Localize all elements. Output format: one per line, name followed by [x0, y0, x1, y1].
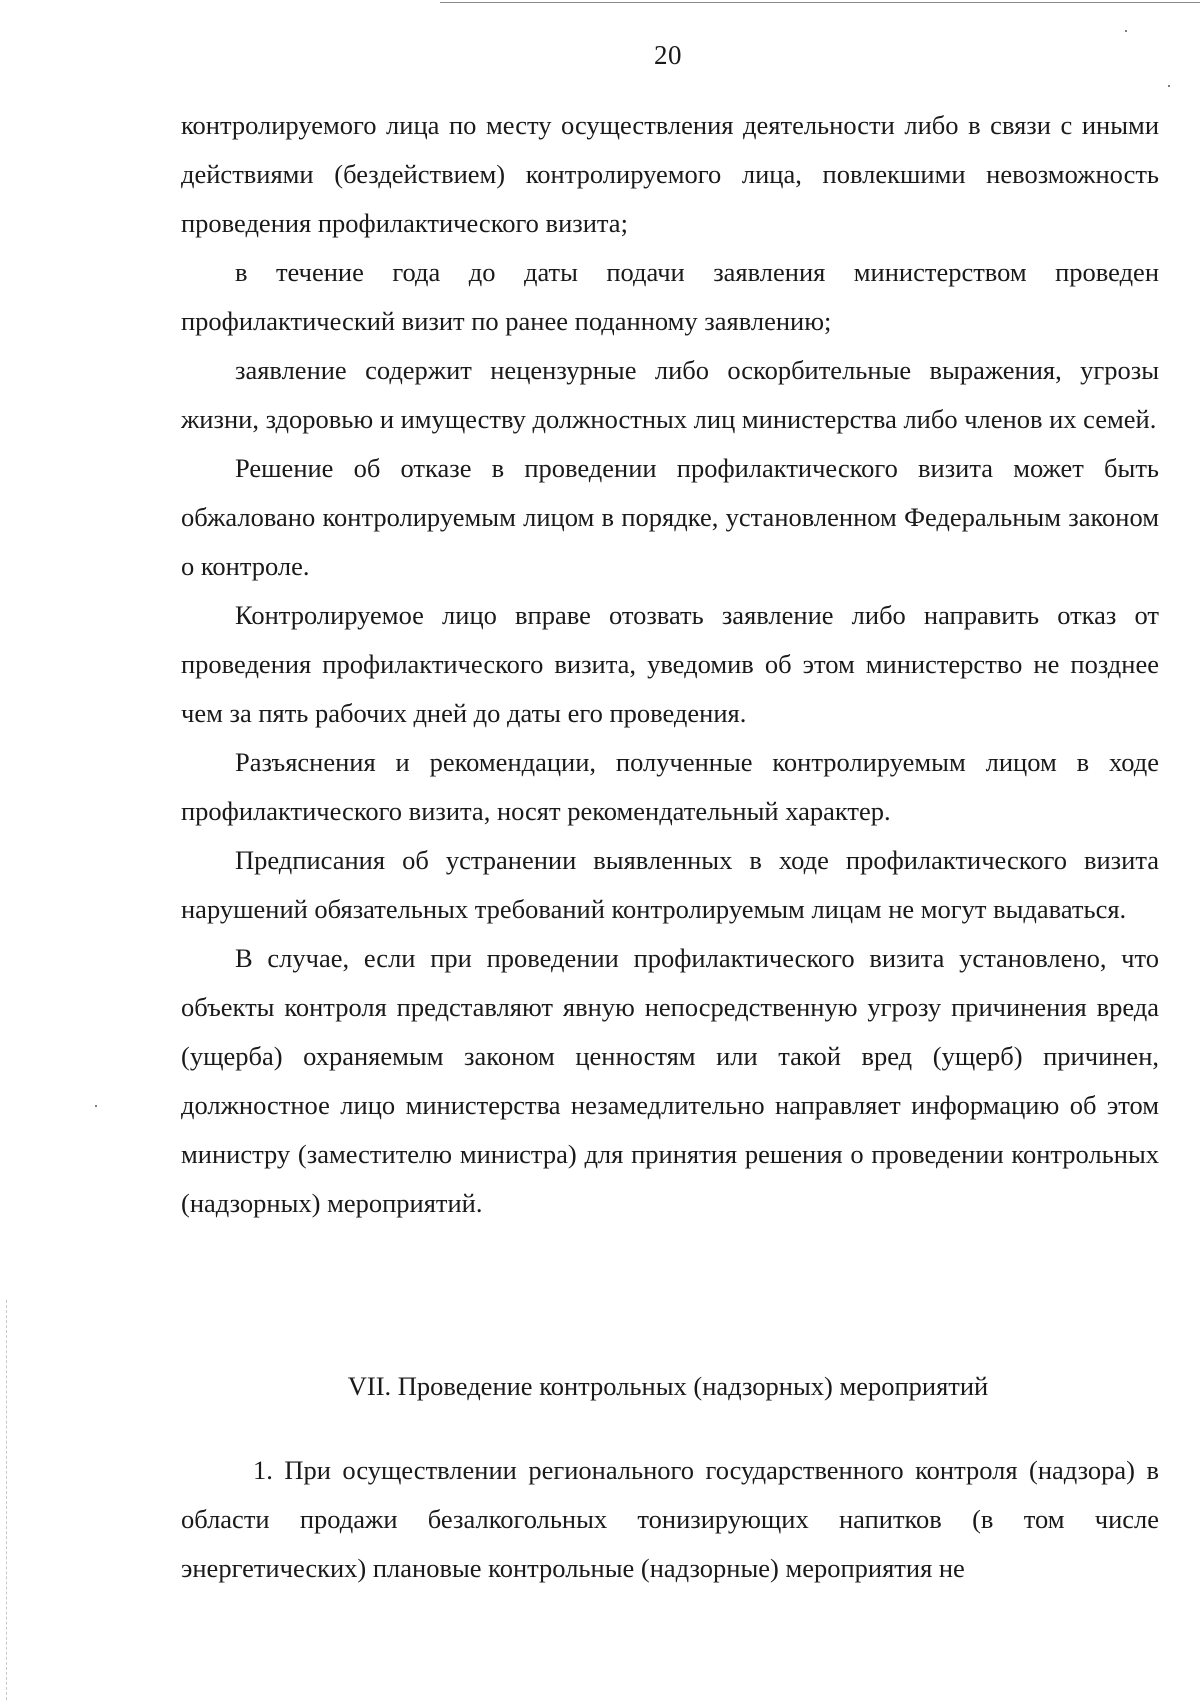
body-text — [181, 101, 1159, 1228]
scan-edge-line — [440, 2, 1200, 3]
section-heading: VII. Проведение контрольных (надзорных) мероприятий — [347, 1371, 989, 1401]
paragraph: контролируемого лица по месту осуществления деятельности либо в связи с иными действиями (бездействием) контролируемого лица, повлекшими невозможность проведения профилактического визита; — [181, 110, 1159, 238]
scan-speck — [95, 1105, 97, 1107]
paragraph: в течение года до даты подачи заявления министерством проведен профилактический визит по ранее поданному заявлению; — [181, 257, 1159, 336]
scan-speck — [1168, 85, 1170, 87]
paragraph: заявление содержит нецензурные либо оскорбительные выражения, угрозы жизни, здоровью и имуществу должностных лиц министерства либо членов их семей. — [181, 355, 1159, 434]
scan-left-edge — [6, 1300, 7, 1700]
paragraph: Решение об отказе в проведении профилактического визита может быть обжаловано контролируемым лицом в порядке, установленном Федеральным законом о контроле. — [181, 453, 1159, 581]
section-body-text — [181, 1446, 1159, 1593]
paragraph: Предписания об устранении выявленных в ходе профилактического визита нарушений обязательных требований контролируемым лицам не могут выдаваться. — [181, 845, 1159, 924]
paragraph: В случае, если при проведении профилактического визита установлено, что объекты контроля представляют явную непосредственную угрозу причинения вреда (ущерба) охраняемым законом ценностям или такой вред (ущерб) причинен, должностное лицо министерства незамедлительно направляет информацию об этом министру (заместителю министра) для принятия решения о проведении контрольных (надзорных) мероприятий. — [181, 943, 1159, 1218]
paragraph: Контролируемое лицо вправе отозвать заявление либо направить отказ от проведения профилактического визита, уведомив об этом министерство не позднее чем за пять рабочих дней до даты его проведения. — [181, 600, 1159, 728]
paragraph: Разъяснения и рекомендации, полученные контролируемым лицом в ходе профилактического визита, носят рекомендательный характер. — [181, 747, 1159, 826]
paragraph: 1. При осуществлении регионального государственного контроля (надзора) в области продажи безалкогольных тонизирующих напитков (в том числе энергетических) плановые контрольные (надзорные) мероприятия не — [181, 1455, 1159, 1583]
scan-speck — [1125, 30, 1127, 32]
page-number: 20 — [654, 40, 682, 70]
